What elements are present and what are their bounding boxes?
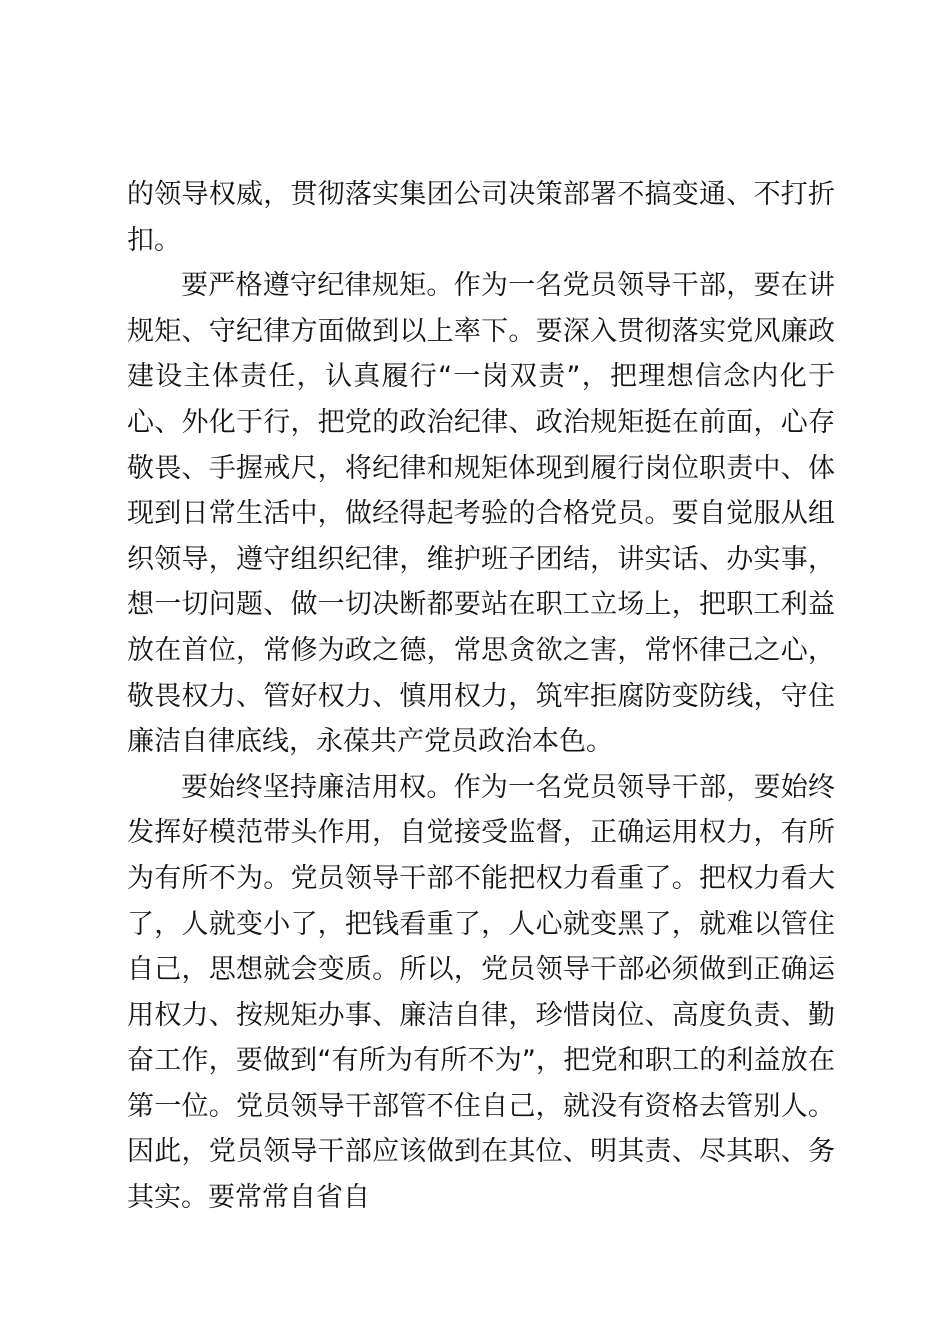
paragraph-2: 要严格遵守纪律规矩。作为一名党员领导干部，要在讲规矩、守纪律方面做到以上率下。要深入贯彻落实党风廉政建设主体责任，认真履行“一岗双责”，把理想信念内化于心、外化于行，把党的政治纪律、政治规矩挺在前面，心存敬畏、手握戒尺，将纪律和规矩体现到履行岗位职责中、体现到日常生活中，做经得起考验的合格党员。要自觉服从组织领导，遵守组织纪律，维护班子团结，讲实话、办实事，想一切问题、做一切决断都要站在职工立场上，把职工利益放在首位，常修为政之德，常思贪欲之害，常怀律己之心，敬畏权力、管好权力、慎用权力，筑牢拒腐防变防线，守住廉洁自律底线，永葆共产党员政治本色。 bbox=[127, 270, 835, 758]
paragraph-3: 要始终坚持廉洁用权。作为一名党员领导干部，要始终发挥好模范带头作用，自觉接受监督，正确运用权力，有所为有所不为。党员领导干部不能把权力看重了。把权力看大了，人就变小了，把钱看重了，人心就变黑了，就难以管住自己，思想就会变质。所以，党员领导干部必须做到正确运用权力、按规矩办事、廉洁自律，珍惜岗位、高度负责、勤奋工作，要做到“有所为有所不为”，把党和职工的利益放在第一位。党员领导干部管不住自己，就没有资格去管别人。因此，党员领导干部应该做到在其位、明其责、尽其职、务其实。要常常自省自 bbox=[127, 771, 835, 1214]
paragraph-1: 的领导权威，贯彻落实集团公司决策部署不搞变通、不打折扣。 bbox=[127, 179, 835, 256]
document-body bbox=[127, 172, 835, 1221]
